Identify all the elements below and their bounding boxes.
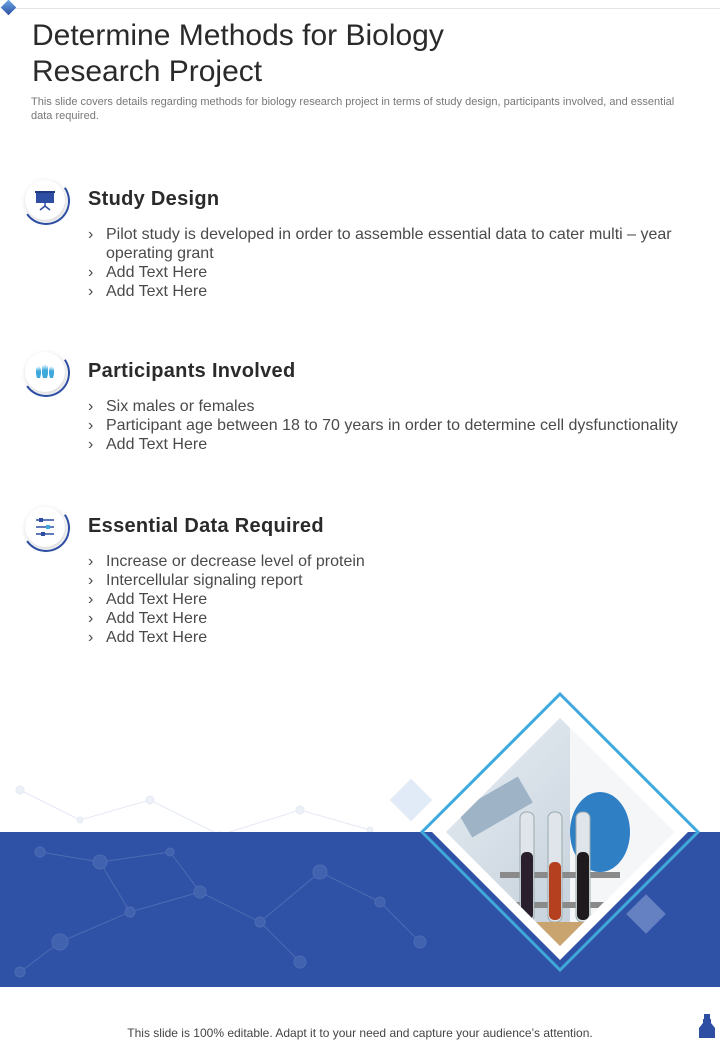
list-item: › Intercellular signaling report: [88, 571, 688, 590]
list-item: › Add Text Here: [88, 609, 688, 628]
list-item: › Pilot study is developed in order to assemble essential data to cater multi – year operating grant: [88, 225, 688, 263]
list-item: › Increase or decrease level of protein: [88, 552, 688, 571]
list-item: › Add Text Here: [88, 590, 688, 609]
list-item: › Participant age between 18 to 70 years in order to determine cell dysfunctionality: [88, 416, 688, 435]
raised-hands-icon: [25, 352, 65, 392]
bullet-list: [88, 397, 688, 454]
list-item: › Add Text Here: [88, 628, 688, 647]
list-item: › Add Text Here: [88, 282, 688, 301]
list-item: › Add Text Here: [88, 435, 688, 454]
corner-diamond-icon: [1, 0, 17, 15]
top-divider: [12, 8, 720, 9]
bottle-icon: [698, 1014, 716, 1038]
bullet-list: [88, 552, 688, 647]
page-title: [32, 18, 632, 90]
list-item: › Six males or females: [88, 397, 688, 416]
bullet-list: [88, 225, 688, 301]
presentation-board-icon: [25, 180, 65, 220]
footer-note: This slide is 100% editable. Adapt it to your need and capture your audience’s attention.: [127, 1026, 593, 1040]
section-title: Essential Data Required: [88, 515, 324, 537]
list-item: › Add Text Here: [88, 263, 688, 282]
page-subtitle: This slide covers details regarding methods for biology research project in terms of study design, participants involved, and essential data required.: [31, 96, 675, 122]
section-title: Study Design: [88, 188, 220, 210]
title-line-1: Determine Methods for Biology: [32, 19, 444, 52]
section-title: Participants Involved: [88, 360, 296, 382]
title-line-2: Research Project: [32, 55, 263, 88]
sliders-icon: [25, 507, 65, 547]
